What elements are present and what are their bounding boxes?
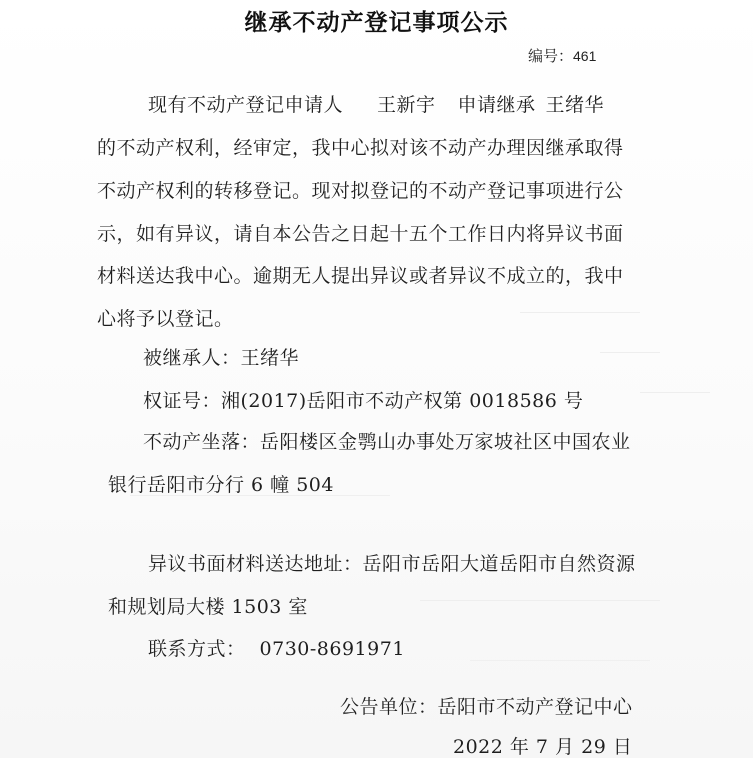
bleed-through-texture: [420, 600, 660, 611]
body-line-4: 示，如有异议，请自本公告之日起十五个工作日内将异议书面: [97, 223, 624, 245]
contact-phone: 0730-8691971: [259, 638, 405, 660]
bleed-through-texture: [470, 660, 650, 671]
serial-label: 编号：: [528, 47, 574, 65]
decedent-name: 王绪华: [545, 94, 605, 116]
objection-address-field: 异议书面材料送达地址：岳阳市岳阳大道岳阳市自然资源: [148, 553, 636, 575]
body-line-6: 心将予以登记。: [97, 308, 234, 330]
location-field-cont: 银行岳阳市分行 6 幢 504: [108, 474, 334, 496]
objection-address-cont: 和规划局大楼 1503 室: [108, 596, 308, 618]
bleed-through-texture: [600, 352, 660, 363]
body-line-3: 不动产权利的转移登记。现对拟登记的不动产登记事项进行公: [97, 180, 624, 202]
issuer-line: 公告单位：岳阳市不动产登记中心: [340, 696, 633, 718]
issue-date: 2022 年 7 月 29 日: [453, 736, 633, 758]
heir-field: 被继承人：王绪华: [143, 347, 300, 369]
location-field: 不动产坐落：岳阳楼区金鹗山办事处万家坡社区中国农业: [143, 431, 631, 453]
bleed-through-texture: [640, 392, 710, 403]
body-line-1: [148, 90, 604, 117]
certificate-field: 权证号：湘(2017)岳阳市不动产权第 0018586 号: [143, 390, 584, 412]
contact-field: [148, 634, 405, 661]
serial-number: [528, 45, 596, 66]
serial-value: 461: [573, 48, 597, 64]
applicant-name: 王新宇: [377, 94, 436, 116]
body-line-2: 的不动产权利，经审定，我中心拟对该不动产办理因继承取得: [97, 137, 624, 159]
contact-label: 联系方式：: [148, 638, 246, 660]
body-text: 申请继承: [457, 94, 536, 116]
bleed-through-texture: [520, 312, 640, 323]
page-title: 继承不动产登记事项公示: [244, 10, 509, 36]
body-text: 现有不动产登记申请人: [148, 94, 344, 116]
body-line-5: 材料送达我中心。逾期无人提出异议或者异议不成立的，我中: [97, 265, 624, 287]
